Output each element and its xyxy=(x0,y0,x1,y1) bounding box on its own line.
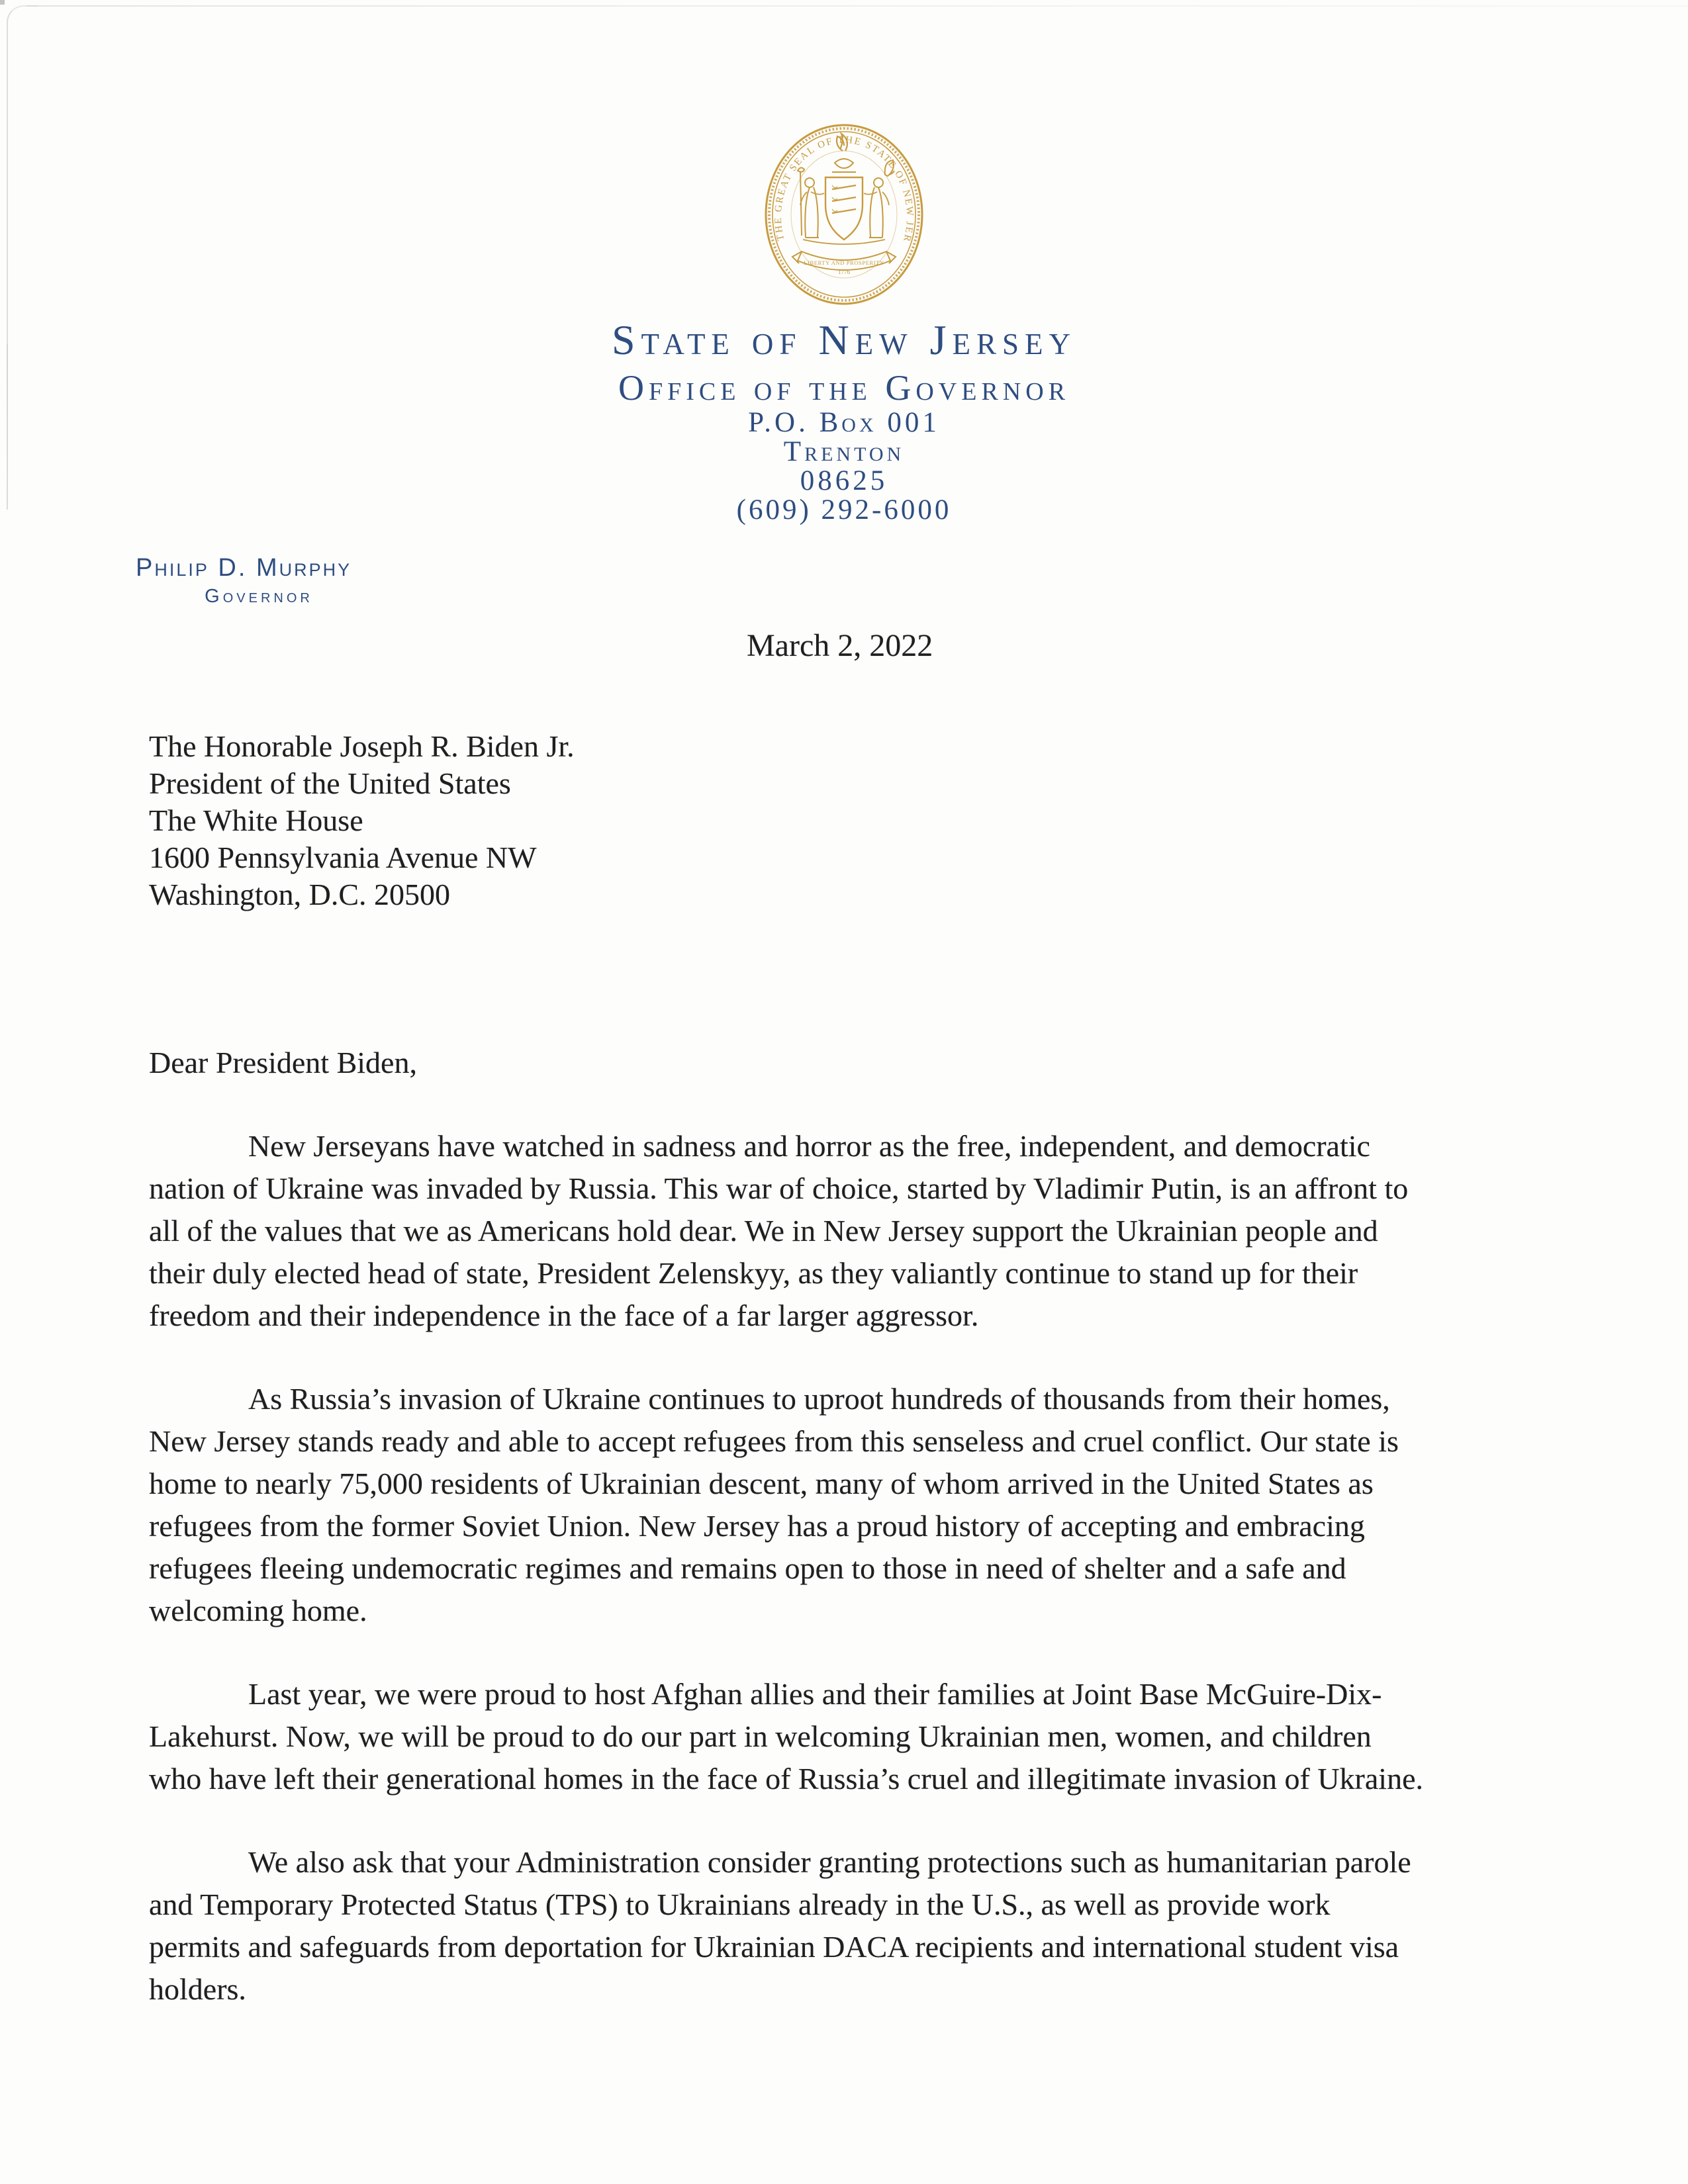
text-line: The White House xyxy=(149,803,363,837)
paragraph-3 xyxy=(149,1673,1546,1800)
seal-ring-text: THE GREAT SEAL OF THE STATE OF NEW JERSEY xyxy=(773,134,915,244)
text-line: The Honorable Joseph R. Biden Jr. xyxy=(149,729,575,763)
paragraph-4 xyxy=(149,1841,1546,2011)
text-line: We also ask that your Administration consider granting protections such as humanitarian parole xyxy=(248,1845,1411,1879)
text-line: New Jersey stands ready and able to accept refugees from this senseless and cruel conflict. Our state is xyxy=(149,1424,1399,1458)
text-line: holders. xyxy=(149,1972,246,2006)
text-line: who have left their generational homes in the face of Russia’s cruel and illegitimate invasion of Ukraine. xyxy=(149,1762,1423,1796)
letterhead-phone: (609) 292-6000 xyxy=(736,494,952,525)
text-line: 1600 Pennsylvania Avenue NW xyxy=(149,841,537,874)
scan-artifact-corner-tick xyxy=(0,0,5,5)
text-line: refugees fleeing undemocratic regimes and remains open to those in need of shelter and a safe and xyxy=(149,1551,1346,1585)
text-line: home to nearly 75,000 residents of Ukrainian descent, many of whom arrived in the United States as xyxy=(149,1467,1374,1500)
seal-motto-text: LIBERTY AND PROSPERITY xyxy=(804,259,884,266)
text-line: refugees from the former Soviet Union. New Jersey has a proud history of accepting and embracing xyxy=(149,1509,1365,1543)
recipient-address-block xyxy=(149,728,575,913)
governor-title: Governor xyxy=(205,586,313,607)
text-line: Lakehurst. Now, we will be proud to do our part in welcoming Ukrainian men, women, and children xyxy=(149,1719,1372,1753)
text-line: New Jerseyans have watched in sadness and horror as the free, independent, and democratic xyxy=(248,1129,1370,1163)
seal-year-text: 1776 xyxy=(838,269,850,275)
letter-date: March 2, 2022 xyxy=(747,628,933,663)
letterhead-zip: 08625 xyxy=(800,465,888,496)
text-line: Washington, D.C. 20500 xyxy=(149,878,451,911)
text-line: freedom and their independence in the face of a far larger aggressor. xyxy=(149,1298,979,1332)
letterhead-state-name: State of New Jersey xyxy=(611,316,1077,363)
letterhead xyxy=(0,120,1688,525)
governor-name: Philip D. Murphy xyxy=(136,554,352,582)
paragraph-1 xyxy=(149,1125,1546,1337)
text-line: and Temporary Protected Status (TPS) to Ukrainians already in the U.S., as well as provide work xyxy=(149,1888,1331,1921)
letterhead-po-box: P.O. Box 001 xyxy=(748,407,940,438)
letterhead-city: Trenton xyxy=(783,436,905,467)
text-line: all of the values that we as Americans hold dear. We in New Jersey support the Ukrainian people and xyxy=(149,1214,1378,1248)
scan-artifact-top-edge xyxy=(26,5,1688,7)
salutation: Dear President Biden, xyxy=(149,1046,417,1079)
text-line: nation of Ukraine was invaded by Russia. This war of choice, started by Vladimir Putin, is an affront to xyxy=(149,1171,1409,1205)
text-line: As Russia’s invasion of Ukraine continues to uproot hundreds of thousands from their homes, xyxy=(248,1382,1390,1416)
letterhead-office-name: Office of the Governor xyxy=(618,368,1070,408)
text-line: Last year, we were proud to host Afghan allies and their families at Joint Base McGuire-Dix- xyxy=(248,1677,1382,1711)
paragraph-2 xyxy=(149,1378,1546,1632)
text-line: their duly elected head of state, President Zelenskyy, as they valiantly continue to stand up for their xyxy=(149,1256,1358,1290)
text-line: permits and safeguards from deportation for Ukrainian DACA recipients and international student visa xyxy=(149,1930,1399,1964)
letter-body xyxy=(149,1042,1546,2011)
new-jersey-state-seal-icon xyxy=(761,120,927,309)
text-line: President of the United States xyxy=(149,766,511,800)
governor-name-block xyxy=(136,553,382,608)
text-line: welcoming home. xyxy=(149,1594,367,1627)
